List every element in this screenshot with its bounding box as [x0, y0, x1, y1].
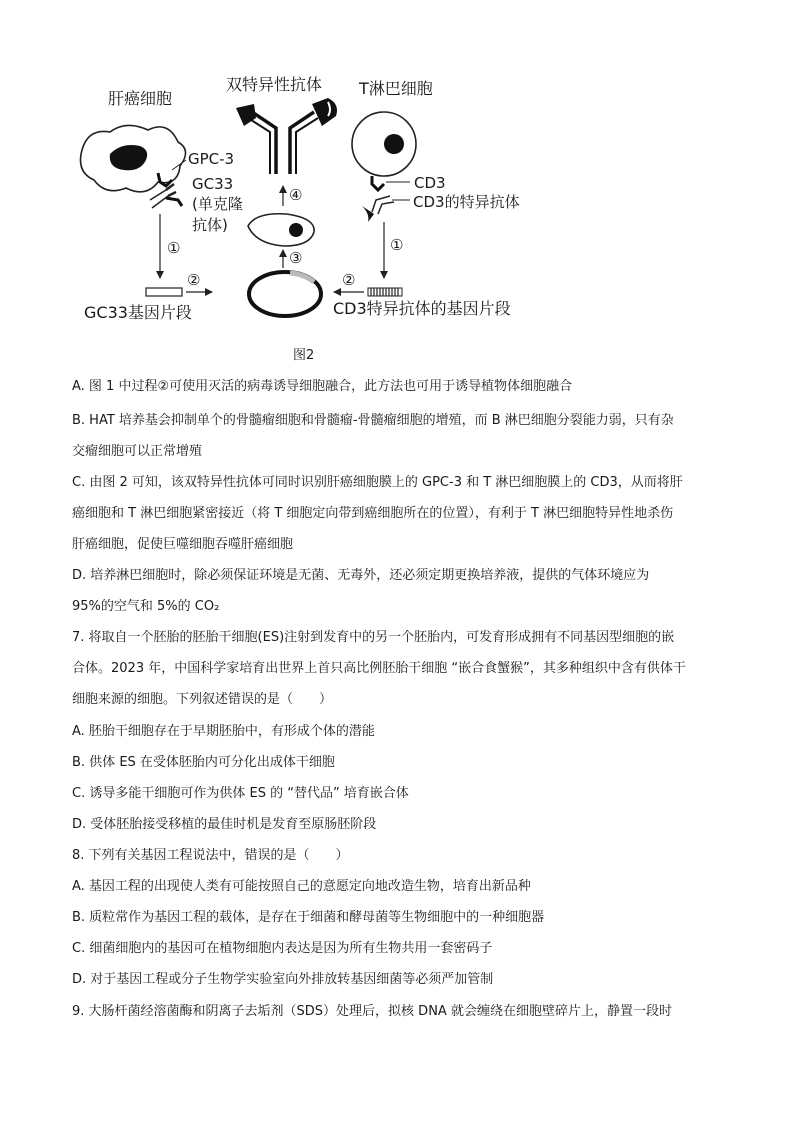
- cd3-gene-fragment: [368, 288, 402, 296]
- text-line: 肝癌细胞，促使巨噬细胞吞噬肝癌细胞: [72, 537, 294, 552]
- label-step2-right: ②: [342, 271, 356, 289]
- text-line: C. 诱导多能干细胞可作为供体 ES 的 “替代品” 培育嵌合体: [72, 786, 409, 801]
- text-line: B. 供体 ES 在受体胚胎内可分化出成体干细胞: [72, 755, 335, 770]
- text-line: 95%的空气和 5%的 CO₂: [72, 599, 220, 614]
- text-line: A. 图 1 中过程②可使用灭活的病毒诱导细胞融合，此方法也可用于诱导植物体细胞融合: [72, 379, 573, 394]
- label-gpc3: GPC-3: [188, 150, 235, 168]
- text-line: D. 培养淋巴细胞时，除必须保证环境是无菌、无毒外，还必须定期更换培养液，提供的气体环境应为: [72, 568, 650, 583]
- text-line: B. HAT 培养基会抑制单个的骨髓瘤细胞和骨髓瘤-骨髓瘤细胞的增殖，而 B 淋巴细胞分裂能力弱，只有杂: [72, 413, 674, 428]
- t-lymphocyte: [352, 112, 416, 176]
- text-line: A. 基因工程的出现使人类有可能按照自己的意愿定向地改造生物，培育出新品种: [72, 879, 531, 894]
- label-liver-cancer-cell: 肝癌细胞: [108, 89, 173, 108]
- text-line: D. 对于基因工程或分子生物学实验室向外排放转基因细菌等必须严加管制: [72, 972, 494, 987]
- label-gc33: GC33: [192, 175, 234, 193]
- label-t-lymphocyte: T淋巴细胞: [359, 79, 433, 98]
- label-gc33-gene: GC33基因片段: [84, 303, 192, 322]
- plasmid: [249, 272, 321, 316]
- cd3-receptor: [372, 176, 410, 190]
- text-line: B. 质粒常作为基因工程的载体，是存在于细菌和酵母菌等生物细胞中的一种细胞器: [72, 910, 545, 925]
- label-step2-left: ②: [187, 271, 201, 289]
- cd3-antibody: [362, 196, 410, 222]
- label-step4: ④: [289, 186, 303, 204]
- text-line: C. 由图 2 可知，该双特异性抗体可同时识别肝癌细胞膜上的 GPC-3 和 T 淋巴细胞膜上的 CD3，从而将肝: [72, 475, 683, 490]
- figure-caption: 图2: [293, 348, 315, 363]
- label-cd3: CD3: [414, 174, 446, 192]
- text-line: 交瘤细胞可以正常增殖: [72, 444, 203, 459]
- bispecific-antibody: [236, 98, 337, 174]
- label-monoclonal-2: 抗体): [192, 216, 228, 234]
- text-line: 合体。2023 年，中国科学家培育出世界上首只高比例胚胎干细胞 “嵌合食蟹猴”，其多种组织中含有供体干: [72, 661, 686, 676]
- label-step1-right: ①: [390, 236, 404, 254]
- label-bispecific-antibody: 双特异性抗体: [226, 75, 323, 94]
- label-cd3-gene: CD3特异抗体的基因片段: [333, 299, 511, 318]
- gc33-gene-fragment: [146, 288, 182, 296]
- label-cd3-antibody: CD3的特异抗体: [413, 193, 520, 211]
- label-step3: ③: [289, 249, 303, 267]
- text-line: 9. 大肠杆菌经溶菌酶和阴离子去垢剂（SDS）处理后，拟核 DNA 就会缠绕在细胞壁碎片上，静置一段时: [72, 1004, 672, 1019]
- text-line: 细胞来源的细胞。下列叙述错误的是（ ）: [72, 692, 333, 707]
- figure-2: [0, 0, 794, 370]
- text-line: C. 细菌细胞内的基因可在植物细胞内表达是因为所有生物共用一套密码子: [72, 941, 493, 956]
- text-line: 癌细胞和 T 淋巴细胞紧密接近（将 T 细胞定向带到癌细胞所在的位置），有利于 T 淋巴细胞特异性地杀伤: [72, 506, 674, 521]
- text-line: 7. 将取自一个胚胎的胚胎干细胞(ES)注射到发育中的另一个胚胎内，可发育形成拥有不同基因型细胞的嵌: [72, 630, 675, 645]
- text-line: 8. 下列有关基因工程说法中，错误的是（ ）: [72, 848, 349, 863]
- engineered-cell: [248, 214, 314, 246]
- label-step1-left: ①: [167, 239, 181, 257]
- label-monoclonal-1: (单克隆: [192, 195, 243, 213]
- text-line: D. 受体胚胎接受移植的最佳时机是发育至原肠胚阶段: [72, 817, 377, 832]
- text-line: A. 胚胎干细胞存在于早期胚胎中，有形成个体的潜能: [72, 724, 375, 739]
